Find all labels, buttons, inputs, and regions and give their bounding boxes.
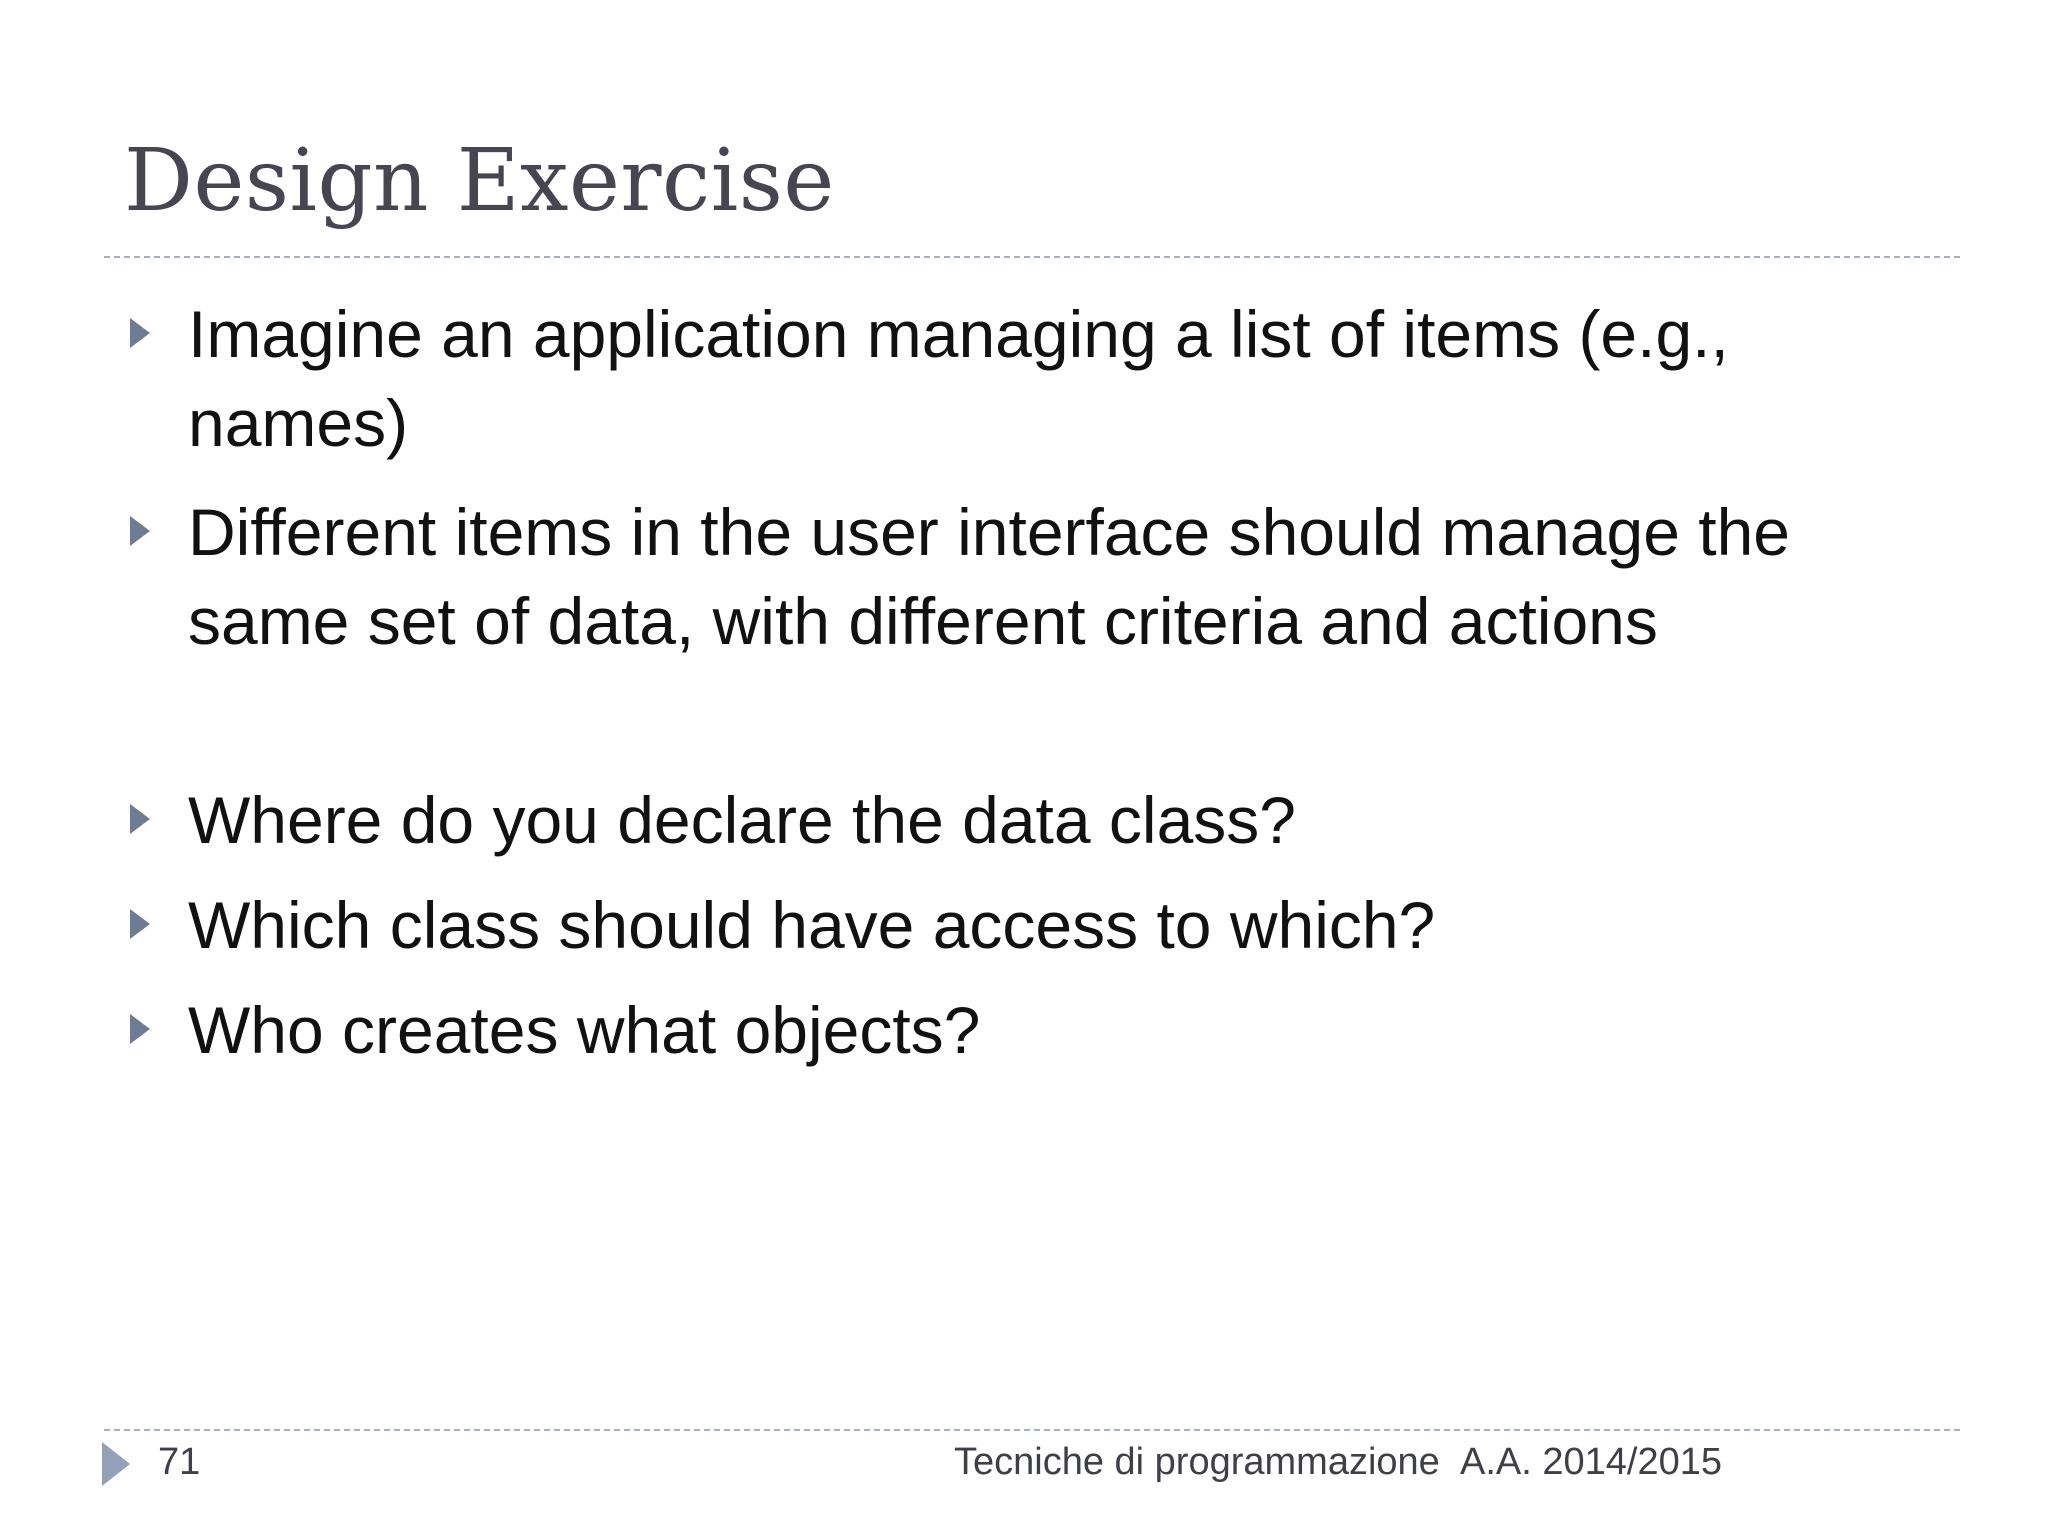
page-number: 71	[158, 1441, 201, 1483]
bullet-item	[124, 488, 1914, 666]
academic-year: A.A. 2014/2015	[1460, 1441, 1722, 1483]
bullet-text: Where do you declare the data class?	[188, 783, 1296, 857]
bullet-arrow-icon	[130, 1014, 150, 1044]
bullet-arrow-icon	[130, 516, 150, 546]
bullet-text: Imagine an application managing a list of items (e.g., names)	[188, 297, 1729, 460]
footer-divider	[104, 1429, 1960, 1431]
bullet-arrow-icon	[130, 318, 150, 348]
bullet-item	[124, 881, 1914, 970]
bullet-arrow-icon	[130, 909, 150, 939]
bullet-text: Who creates what objects?	[188, 993, 981, 1067]
bullet-item	[124, 986, 1914, 1075]
title-divider	[104, 256, 1960, 258]
bullet-arrow-icon	[130, 804, 150, 834]
bullet-list	[124, 290, 1914, 1091]
bullet-text: Which class should have access to which?	[188, 888, 1436, 962]
bullet-text: Different items in the user interface should manage the same set of data, with different criteria and actions	[188, 495, 1791, 658]
bullet-item	[124, 776, 1914, 865]
slide-title: Design Exercise	[124, 131, 835, 231]
bullet-item	[124, 290, 1914, 468]
footer-arrow-icon	[102, 1442, 130, 1486]
course-name: Tecniche di programmazione	[954, 1441, 1440, 1483]
